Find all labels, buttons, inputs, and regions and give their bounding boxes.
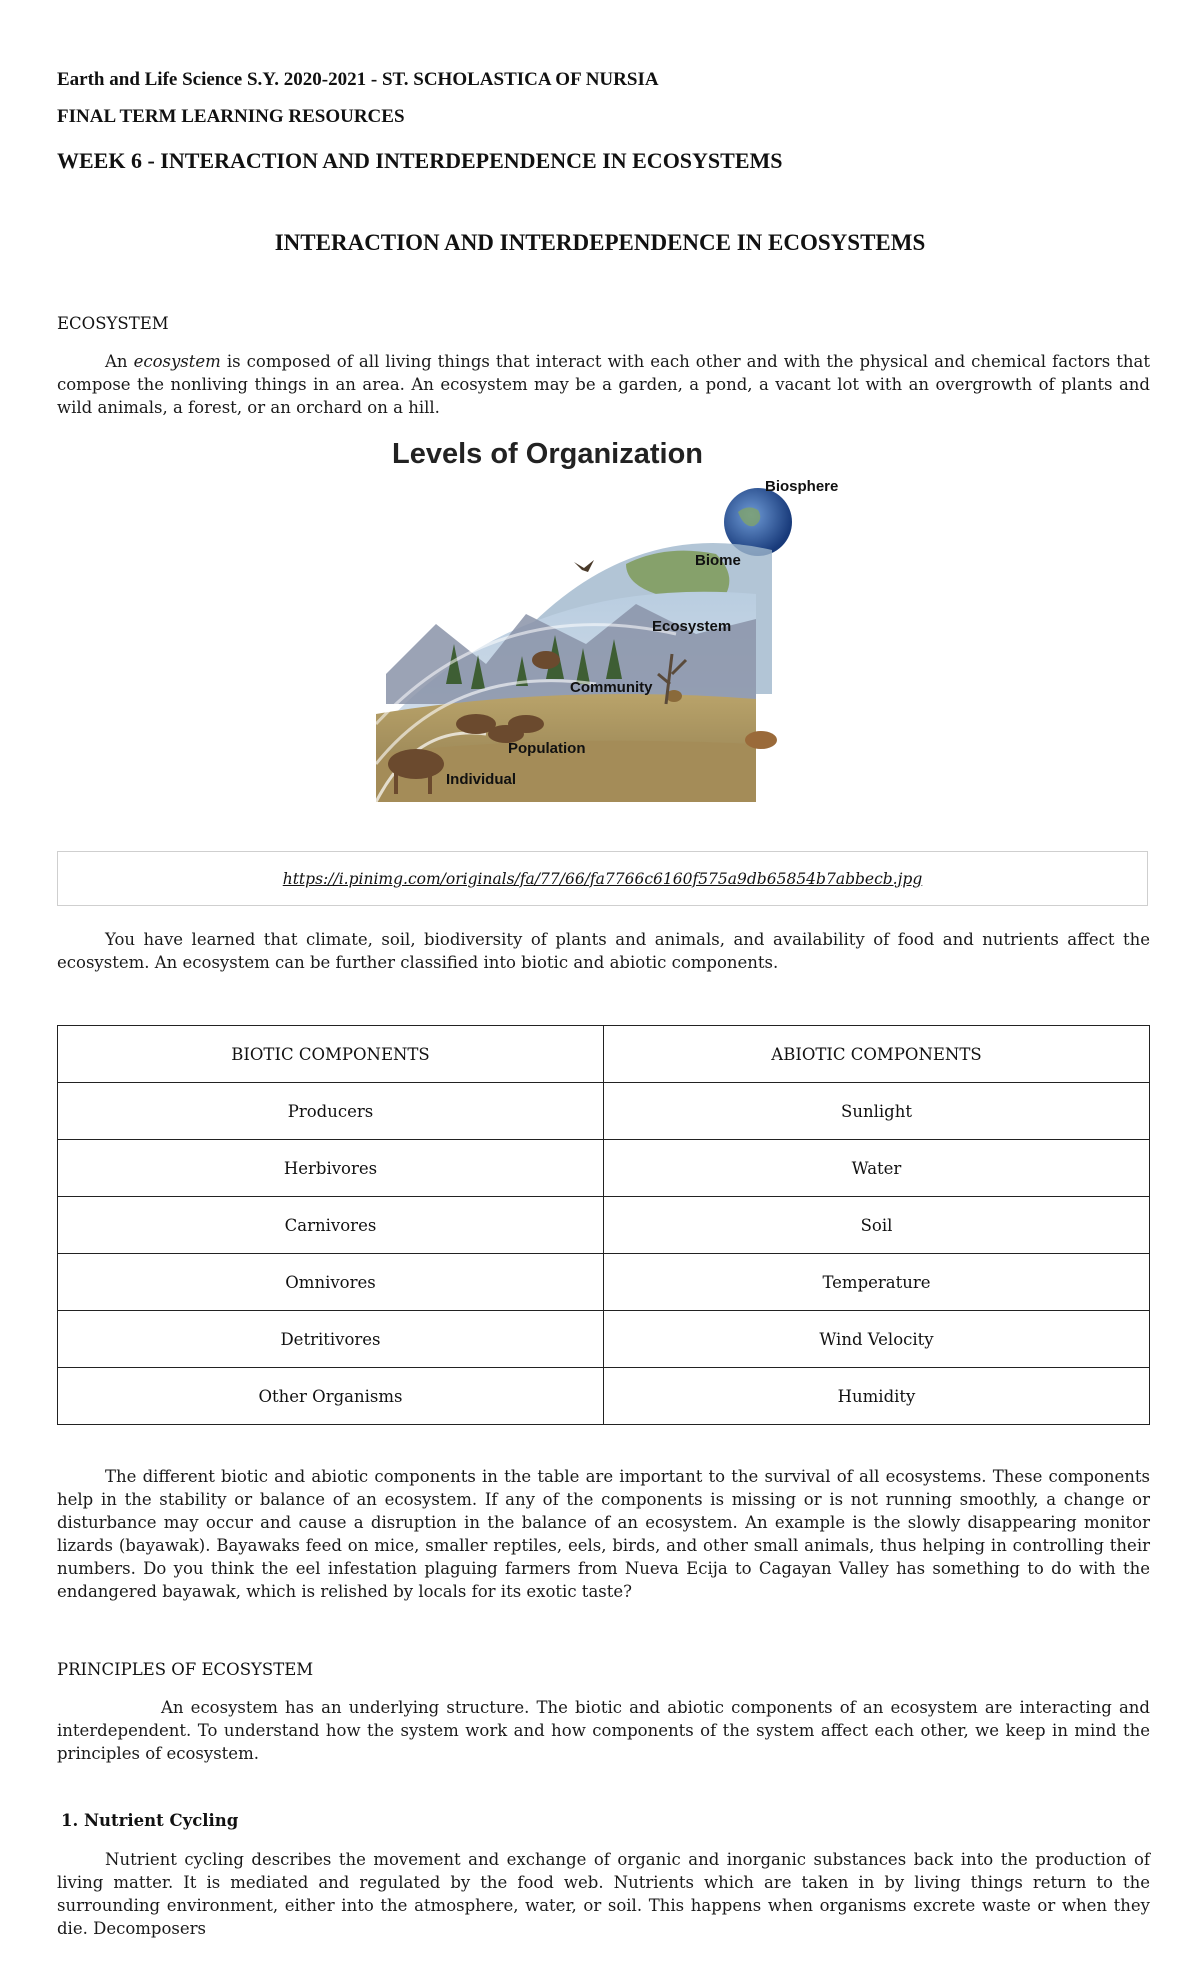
principles-paragraph: An ecosystem has an underlying structure. The biotic and abiotic components of an ecosystem are interacting and interdependent. To understand how the system work and how components of the system affect each other, we keep in mind the principles of ecosystem. — [57, 1698, 1150, 1763]
biotic-cell: Detritivores — [58, 1311, 604, 1368]
nutrient-cycling-heading: 1. Nutrient Cycling — [61, 1811, 239, 1830]
label-community: Community — [570, 679, 653, 696]
principles-heading: PRINCIPLES OF ECOSYSTEM — [57, 1660, 314, 1679]
components-table — [57, 1025, 1150, 1425]
page-title: INTERACTION AND INTERDEPENDENCE IN ECOSYSTEMS — [274, 230, 926, 255]
figure-title: Levels of Organization — [392, 438, 703, 470]
table-row — [58, 1083, 1150, 1140]
abiotic-cell: Soil — [604, 1197, 1150, 1254]
abiotic-header: ABIOTIC COMPONENTS — [604, 1026, 1150, 1083]
table-row — [58, 1197, 1150, 1254]
abiotic-cell: Temperature — [604, 1254, 1150, 1311]
course-header: Earth and Life Science S.Y. 2020-2021 - ST. SCHOLASTICA OF NURSIA — [57, 69, 659, 90]
ecosystem-heading: ECOSYSTEM — [57, 314, 169, 333]
ecosystem-term: ecosystem — [133, 352, 221, 371]
levels-of-organization-figure — [376, 434, 816, 802]
biotic-cell: Herbivores — [58, 1140, 604, 1197]
table-row — [58, 1311, 1150, 1368]
label-ecosystem: Ecosystem — [652, 618, 732, 635]
label-biome: Biome — [695, 552, 741, 569]
label-biosphere: Biosphere — [765, 478, 839, 495]
table-row — [58, 1140, 1150, 1197]
eagle — [574, 560, 594, 572]
abiotic-cell: Water — [604, 1140, 1150, 1197]
biotic-cell: Omnivores — [58, 1254, 604, 1311]
nutrient-cycling-paragraph: Nutrient cycling describes the movement and exchange of organic and inorganic substances back into the production of living matter. It is mediated and regulated by the food web. Nutrients which are taken in by living things return to the surrounding environment, either into the atmosphere, water, or soil. This happens when organisms excrete waste or when they die. Decomposers — [57, 1850, 1150, 1938]
abiotic-cell: Humidity — [604, 1368, 1150, 1425]
biotic-cell: Other Organisms — [58, 1368, 604, 1425]
figure-source-link[interactable]: https://i.pinimg.com/originals/fa/77/66/fa7766c6160f575a9db65854b7abbecb.jpg — [282, 869, 923, 888]
week-header: WEEK 6 - INTERACTION AND INTERDEPENDENCE IN ECOSYSTEMS — [57, 148, 783, 173]
table-row — [58, 1368, 1150, 1425]
figure-source-box — [57, 851, 1148, 906]
biotic-header: BIOTIC COMPONENTS — [58, 1026, 604, 1083]
ecosystem-paragraph: An ecosystem is composed of all living things that interact with each other and with the physical and chemical factors that compose the nonliving things in an area. An ecosystem may be a garden, a pond, a vacant lot with an overgrowth of plants and wild animals, a forest, or an orchard on a hill. — [57, 352, 1150, 417]
resources-header: FINAL TERM LEARNING RESOURCES — [57, 106, 405, 127]
abiotic-cell: Sunlight — [604, 1083, 1150, 1140]
biotic-cell: Carnivores — [58, 1197, 604, 1254]
label-population: Population — [508, 740, 586, 757]
table-header-row — [58, 1026, 1150, 1083]
biotic-cell: Producers — [58, 1083, 604, 1140]
components-intro-paragraph: You have learned that climate, soil, biodiversity of plants and animals, and availability of food and nutrients affect the ecosystem. An ecosystem can be further classified into biotic and abiotic components. — [57, 930, 1150, 972]
label-individual: Individual — [446, 771, 517, 788]
balance-paragraph: The different biotic and abiotic components in the table are important to the survival of all ecosystems. These components help in the stability or balance of an ecosystem. If any of the components is missing or is not running smoothly, a change or disturbance may occur and cause a disruption in the balance of an ecosystem. An example is the slowly disappearing monitor lizards (bayawak). Bayawaks feed on mice, smaller reptiles, eels, birds, and other small animals, thus helping in controlling their numbers. Do you think the eel infestation plaguing farmers from Nueva Ecija to Cagayan Valley has something to do with the endangered bayawak, which is relished by locals for its exotic taste? — [57, 1467, 1150, 1601]
table-row — [58, 1254, 1150, 1311]
abiotic-cell: Wind Velocity — [604, 1311, 1150, 1368]
